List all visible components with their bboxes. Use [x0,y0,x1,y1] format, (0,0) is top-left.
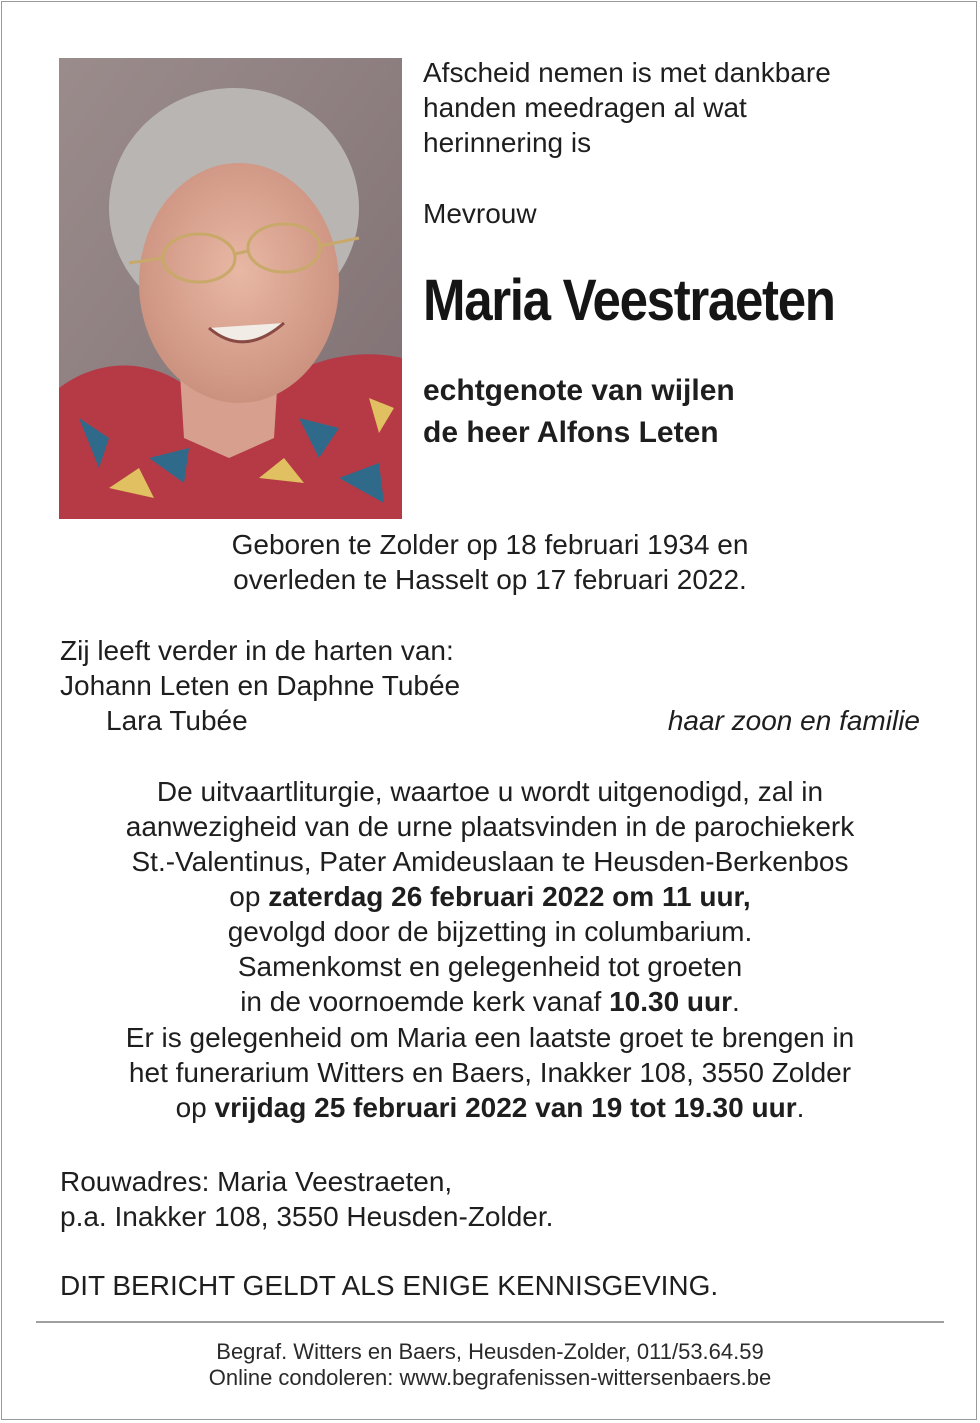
quote-line-1: Afscheid nemen is met dankbare [423,57,831,88]
viewing-date: vrijdag 25 februari 2022 van 19 tot 19.30 uur [214,1092,797,1123]
family-member-2: Lara Tubée [106,705,248,736]
ceremony-line-9: het funerarium Witters en Baers, Inakker 108, 3550 Zolder [128,1057,852,1088]
death-line: overleden te Hasselt op 17 februari 2022. [233,564,747,595]
ceremony-line-4 [0,879,980,914]
ceremony-line-10-post: . [796,1092,805,1123]
spouse-line-2: de heer Alfons Leten [423,416,719,449]
ceremony-line-8: Er is gelegenheid om Maria een laatste groet te brengen in [125,1022,855,1053]
family-intro: Zij leeft verder in de harten van: [60,635,454,666]
ceremony-line-6: Samenkomst en gelegenheid tot groeten [237,951,743,982]
family-member-1: Johann Leten en Daphne Tubée [60,670,461,701]
family-relation: haar zoon en familie [667,705,920,736]
footer-divider [36,1321,944,1323]
spouse-line-1: echtgenote van wijlen [423,374,735,407]
address-line-1: Rouwadres: Maria Veestraeten, [60,1166,453,1197]
ceremony-line-7-post: . [732,986,740,1017]
ceremony-line-3: St.-Valentinus, Pater Amideuslaan te Heusden-Berkenbos [131,846,849,877]
gathering-time: 10.30 uur [609,986,733,1017]
birth-line: Geboren te Zolder op 18 februari 1934 en [231,529,749,560]
ceremony-line-4-pre: op [229,881,269,912]
ceremony-line-2: aanwezigheid van de urne plaatsvinden in de parochiekerk [125,811,855,842]
ceremony-line-7-pre: in de voornoemde kerk vanaf [240,986,610,1017]
quote-line-2: handen meedragen al wat [423,92,747,123]
footer-line-1: Begraf. Witters en Baers, Heusden-Zolder, 011/53.64.59 [216,1339,764,1364]
ceremony-line-10 [0,1090,980,1125]
ceremony-line-7 [0,984,980,1019]
ceremony-line-1: De uitvaartliturgie, waartoe u wordt uitgenodigd, zal in [156,776,824,807]
address-line-2: p.a. Inakker 108, 3550 Heusden-Zolder. [60,1201,554,1232]
title-prefix: Mevrouw [423,198,537,229]
portrait-photo [59,58,402,519]
ceremony-date: zaterdag 26 februari 2022 om 11 uur, [268,881,751,912]
footer-line-2: Online condoleren: www.begrafenissen-wittersenbaers.be [208,1365,772,1390]
quote-line-3: herinnering is [423,127,592,158]
ceremony-line-5: gevolgd door de bijzetting in columbarium. [227,916,753,947]
ceremony-line-10-pre: op [175,1092,215,1123]
deceased-name: Maria Veestraeten [423,268,835,333]
notice: DIT BERICHT GELDT ALS ENIGE KENNISGEVING. [60,1270,719,1301]
